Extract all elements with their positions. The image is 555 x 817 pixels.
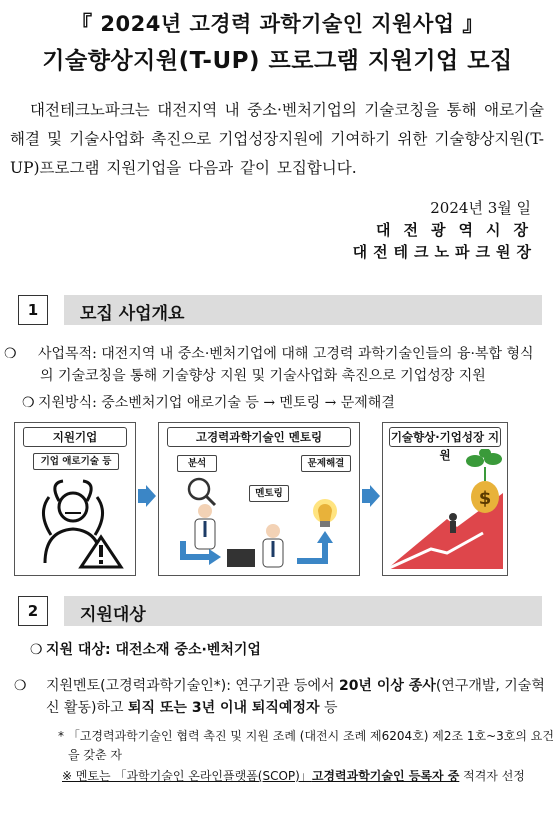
note2-text-c: 적격자 선정 (459, 769, 525, 783)
mentor-text-c: (연구개발, 기술혁신 활동)하고 (46, 678, 545, 716)
circle-bullet-icon: ❍ (4, 346, 17, 362)
section-number: 1 (18, 295, 48, 325)
announcement-date: 2024년 3월 일 (430, 199, 531, 217)
note2-text-b: 고경력과학기술인 등록자 중 (311, 769, 460, 783)
target-label: 지원 대상: (46, 642, 116, 658)
footnote-1: * 「고경력과학기술인 협력 촉진 및 지원 조례 (대전시 조례 제6204호) 제2조 1호~3호의 요건을 갖춘 자 (58, 729, 554, 762)
box-support-company (14, 422, 136, 576)
footnote-2 (62, 767, 550, 786)
note2-text-a: ※ 멘토는 「과학기술인 온라인플랫폼(SCOP)」 (62, 769, 312, 783)
target-item (30, 639, 554, 661)
section-1-header (18, 295, 542, 325)
section-2-header (18, 596, 542, 626)
circle-bullet-icon: ❍ (22, 395, 35, 411)
mentoring-illustration (165, 471, 355, 573)
stressed-person-icon (29, 473, 125, 569)
dollar-sign: $ (478, 488, 492, 509)
flow-arrow-1-icon (138, 485, 156, 507)
box-title: 지원기업 (23, 427, 127, 447)
tag-mentoring: 멘토링 (249, 485, 289, 502)
target-value: 대전소재 중소·벤처기업 (115, 642, 261, 658)
purpose-item (4, 343, 545, 387)
box-title: 고경력과학기술인 멘토링 (167, 427, 351, 447)
method-item (22, 392, 546, 414)
signer-mayor: 대전광역시장 (376, 221, 541, 239)
mentor-text-d: 퇴직 또는 3년 이내 퇴직예정자 (127, 700, 320, 716)
circle-bullet-icon: ❍ (14, 678, 27, 694)
tag-analysis: 분석 (177, 455, 217, 472)
signer-technopark: 대전테크노파크원장 (352, 243, 537, 261)
section-title: 지원대상 (80, 605, 146, 625)
title-line-2: 기술향상지원(T-UP) 프로그램 지원기업 모집 (42, 48, 513, 74)
title-line-1: 『 2024년 고경력 과학기술인 지원사업 』 (71, 12, 484, 36)
intro-paragraph: 대전테크노파크는 대전지역 내 중소·벤처기업의 기술코칭을 통해 애로기술 해결 및 기술사업화 촉진으로 기업성장지원에 기여하기 위한 기술향상지원(T-UP)프로그램 지원기업을 다음과 같이 모집합니다. (10, 101, 544, 177)
tag-problem-solving: 문제해결 (301, 455, 351, 472)
purpose-text: 사업목적: 대전지역 내 중소·벤처기업에 대해 고경력 과학기술인들의 융·복합 형식의 기술코칭을 통해 기술향상 지원 및 기술사업화 촉진으로 기업성장 지원 (38, 346, 534, 384)
mentor-text-a: 지원멘토(고경력과학기술인*): 연구기관 등에서 (46, 678, 339, 694)
section-number: 2 (18, 596, 48, 626)
circle-bullet-icon: ❍ (30, 642, 43, 658)
growth-illustration (387, 449, 503, 571)
mentor-text-e: 등 (319, 700, 338, 716)
box-growth-support (382, 422, 508, 576)
mentor-text-b: 20년 이상 종사 (338, 678, 436, 694)
section-title: 모집 사업개요 (80, 304, 185, 324)
tag-company-issue: 기업 애로기술 등 (33, 453, 119, 470)
mentor-item (14, 675, 555, 719)
box-title: 기술향상·기업성장 지원 (389, 427, 501, 447)
box-mentoring (158, 422, 360, 576)
flow-arrow-2-icon (362, 485, 380, 507)
method-text: 지원방식: 중소벤처기업 애로기술 등 → 멘토링 → 문제해결 (38, 395, 395, 411)
